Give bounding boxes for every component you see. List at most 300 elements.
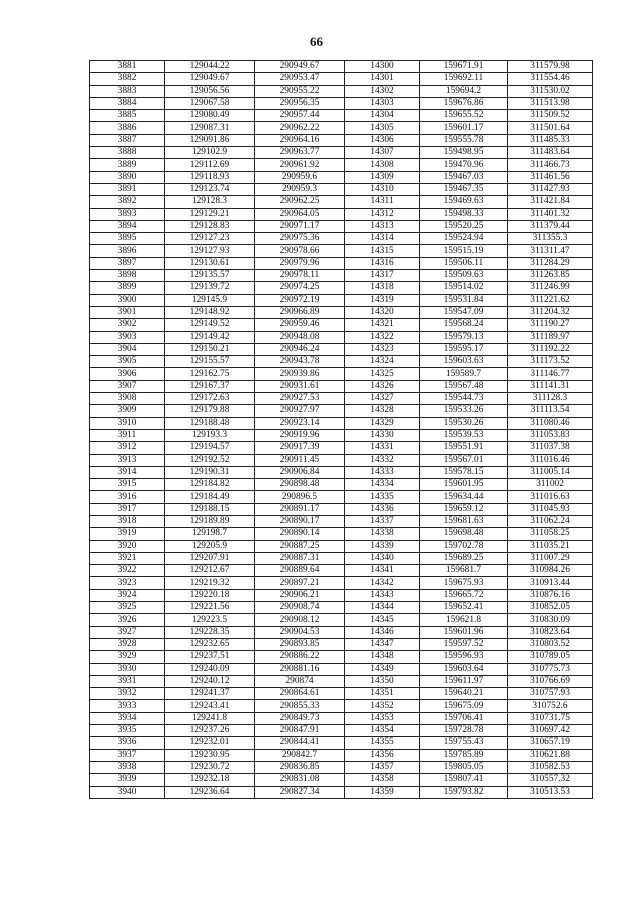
cell-x-coordinate-b: 159640.21 — [420, 688, 508, 700]
cell-y-coordinate-a: 290887.31 — [255, 552, 345, 564]
table-row — [90, 515, 593, 527]
cell-point-id-b: 14311 — [345, 196, 420, 208]
cell-x-coordinate-b: 159567.01 — [420, 454, 508, 466]
cell-point-id-a: 3938 — [90, 761, 165, 773]
cell-x-coordinate-b: 159469.63 — [420, 196, 508, 208]
cell-x-coordinate-a: 129230.95 — [165, 749, 255, 761]
cell-x-coordinate-b: 159544.73 — [420, 393, 508, 405]
cell-x-coordinate-a: 129127.93 — [165, 245, 255, 257]
cell-point-id-b: 14316 — [345, 257, 420, 269]
cell-point-id-b: 14344 — [345, 602, 420, 614]
cell-point-id-b: 14340 — [345, 552, 420, 564]
cell-y-coordinate-a: 290906.21 — [255, 589, 345, 601]
table-row — [90, 122, 593, 134]
cell-point-id-a: 3889 — [90, 159, 165, 171]
cell-y-coordinate-a: 290890.17 — [255, 515, 345, 527]
cell-point-id-a: 3918 — [90, 515, 165, 527]
cell-x-coordinate-a: 129167.37 — [165, 380, 255, 392]
cell-y-coordinate-a: 290836.85 — [255, 761, 345, 773]
cell-y-coordinate-b: 311263.85 — [508, 270, 593, 282]
table-row — [90, 356, 593, 368]
cell-y-coordinate-a: 290849.73 — [255, 712, 345, 724]
cell-x-coordinate-b: 159555.78 — [420, 134, 508, 146]
cell-point-id-b: 14333 — [345, 466, 420, 478]
cell-point-id-a: 3937 — [90, 749, 165, 761]
cell-y-coordinate-b: 311530.02 — [508, 85, 593, 97]
table-row — [90, 110, 593, 122]
cell-x-coordinate-a: 129190.31 — [165, 466, 255, 478]
cell-x-coordinate-b: 159603.64 — [420, 663, 508, 675]
cell-point-id-a: 3905 — [90, 356, 165, 368]
cell-point-id-b: 14302 — [345, 85, 420, 97]
cell-point-id-a: 3900 — [90, 294, 165, 306]
cell-y-coordinate-b: 311204.32 — [508, 306, 593, 318]
cell-point-id-b: 14342 — [345, 577, 420, 589]
cell-y-coordinate-a: 290948.08 — [255, 331, 345, 343]
cell-y-coordinate-b: 311002 — [508, 479, 593, 491]
table-row — [90, 257, 593, 269]
cell-point-id-b: 14338 — [345, 528, 420, 540]
cell-x-coordinate-a: 129184.82 — [165, 479, 255, 491]
cell-point-id-b: 14337 — [345, 515, 420, 527]
cell-point-id-a: 3904 — [90, 343, 165, 355]
cell-y-coordinate-a: 290946.24 — [255, 343, 345, 355]
cell-x-coordinate-a: 129232.01 — [165, 737, 255, 749]
cell-y-coordinate-a: 290963.77 — [255, 147, 345, 159]
cell-y-coordinate-a: 290955.22 — [255, 85, 345, 97]
cell-point-id-a: 3923 — [90, 577, 165, 589]
cell-y-coordinate-a: 290844.41 — [255, 737, 345, 749]
table-row — [90, 749, 593, 761]
cell-point-id-a: 3910 — [90, 417, 165, 429]
cell-y-coordinate-a: 290842.7 — [255, 749, 345, 761]
cell-y-coordinate-b: 310657.19 — [508, 737, 593, 749]
cell-point-id-a: 3919 — [90, 528, 165, 540]
table-row — [90, 786, 593, 798]
cell-x-coordinate-b: 159698.48 — [420, 528, 508, 540]
cell-x-coordinate-b: 159498.95 — [420, 147, 508, 159]
cell-point-id-a: 3881 — [90, 61, 165, 73]
cell-x-coordinate-b: 159567.48 — [420, 380, 508, 392]
cell-y-coordinate-b: 310823.64 — [508, 626, 593, 638]
cell-x-coordinate-b: 159603.63 — [420, 356, 508, 368]
table-row — [90, 688, 593, 700]
cell-point-id-a: 3897 — [90, 257, 165, 269]
cell-point-id-b: 14304 — [345, 110, 420, 122]
cell-y-coordinate-b: 311016.63 — [508, 491, 593, 503]
cell-x-coordinate-b: 159596.93 — [420, 651, 508, 663]
cell-point-id-a: 3916 — [90, 491, 165, 503]
cell-x-coordinate-b: 159665.72 — [420, 589, 508, 601]
cell-x-coordinate-b: 159470.96 — [420, 159, 508, 171]
cell-x-coordinate-a: 129155.57 — [165, 356, 255, 368]
table-row — [90, 774, 593, 786]
cell-y-coordinate-a: 290908.12 — [255, 614, 345, 626]
cell-point-id-a: 3920 — [90, 540, 165, 552]
cell-point-id-b: 14300 — [345, 61, 420, 73]
table-row — [90, 134, 593, 146]
cell-y-coordinate-b: 310757.93 — [508, 688, 593, 700]
cell-y-coordinate-b: 311501.64 — [508, 122, 593, 134]
cell-point-id-a: 3888 — [90, 147, 165, 159]
cell-point-id-a: 3898 — [90, 270, 165, 282]
cell-y-coordinate-a: 290897.21 — [255, 577, 345, 589]
cell-x-coordinate-a: 129189.89 — [165, 515, 255, 527]
table-row — [90, 737, 593, 749]
cell-x-coordinate-b: 159755.43 — [420, 737, 508, 749]
cell-y-coordinate-b: 311554.46 — [508, 73, 593, 85]
cell-point-id-b: 14329 — [345, 417, 420, 429]
table-row — [90, 343, 593, 355]
cell-point-id-a: 3917 — [90, 503, 165, 515]
cell-y-coordinate-a: 290961.92 — [255, 159, 345, 171]
cell-point-id-a: 3885 — [90, 110, 165, 122]
cell-point-id-b: 14339 — [345, 540, 420, 552]
cell-y-coordinate-b: 310775.73 — [508, 663, 593, 675]
table-row — [90, 171, 593, 183]
cell-x-coordinate-a: 129223.5 — [165, 614, 255, 626]
cell-y-coordinate-a: 290893.85 — [255, 638, 345, 650]
cell-x-coordinate-b: 159692.11 — [420, 73, 508, 85]
cell-point-id-b: 14318 — [345, 282, 420, 294]
cell-x-coordinate-b: 159728.78 — [420, 725, 508, 737]
cell-x-coordinate-a: 129236.64 — [165, 786, 255, 798]
table-row — [90, 294, 593, 306]
table-row — [90, 626, 593, 638]
cell-point-id-a: 3907 — [90, 380, 165, 392]
cell-y-coordinate-a: 290962.25 — [255, 196, 345, 208]
cell-y-coordinate-a: 290827.34 — [255, 786, 345, 798]
cell-point-id-b: 14346 — [345, 626, 420, 638]
cell-point-id-a: 3903 — [90, 331, 165, 343]
cell-y-coordinate-b: 311466.73 — [508, 159, 593, 171]
cell-x-coordinate-b: 159611.97 — [420, 675, 508, 687]
cell-y-coordinate-a: 290847.91 — [255, 725, 345, 737]
cell-point-id-a: 3924 — [90, 589, 165, 601]
table-row — [90, 270, 593, 282]
cell-x-coordinate-a: 129172.63 — [165, 393, 255, 405]
cell-point-id-b: 14325 — [345, 368, 420, 380]
cell-point-id-b: 14354 — [345, 725, 420, 737]
cell-point-id-b: 14358 — [345, 774, 420, 786]
table-row — [90, 552, 593, 564]
cell-y-coordinate-b: 310913.44 — [508, 577, 593, 589]
cell-y-coordinate-b: 311062.24 — [508, 515, 593, 527]
cell-x-coordinate-a: 129207.91 — [165, 552, 255, 564]
table-row — [90, 85, 593, 97]
cell-x-coordinate-a: 129139.72 — [165, 282, 255, 294]
cell-x-coordinate-b: 159676.86 — [420, 97, 508, 109]
cell-x-coordinate-a: 129149.42 — [165, 331, 255, 343]
cell-point-id-a: 3913 — [90, 454, 165, 466]
cell-y-coordinate-a: 290957.44 — [255, 110, 345, 122]
cell-y-coordinate-a: 290939.86 — [255, 368, 345, 380]
cell-y-coordinate-b: 311113.54 — [508, 405, 593, 417]
cell-point-id-a: 3933 — [90, 700, 165, 712]
table-row — [90, 700, 593, 712]
cell-point-id-a: 3887 — [90, 134, 165, 146]
table-row — [90, 614, 593, 626]
cell-x-coordinate-a: 129150.21 — [165, 343, 255, 355]
cell-y-coordinate-b: 311379.44 — [508, 220, 593, 232]
cell-point-id-b: 14350 — [345, 675, 420, 687]
cell-x-coordinate-a: 129049.67 — [165, 73, 255, 85]
cell-x-coordinate-b: 159530.26 — [420, 417, 508, 429]
cell-point-id-b: 14352 — [345, 700, 420, 712]
cell-y-coordinate-b: 311189.97 — [508, 331, 593, 343]
table-row — [90, 393, 593, 405]
cell-x-coordinate-b: 159694.2 — [420, 85, 508, 97]
cell-x-coordinate-a: 129237.51 — [165, 651, 255, 663]
cell-point-id-b: 14355 — [345, 737, 420, 749]
cell-x-coordinate-b: 159805.05 — [420, 761, 508, 773]
cell-y-coordinate-b: 311483.64 — [508, 147, 593, 159]
cell-x-coordinate-a: 129184.49 — [165, 491, 255, 503]
cell-point-id-b: 14343 — [345, 589, 420, 601]
cell-y-coordinate-b: 311421.84 — [508, 196, 593, 208]
cell-x-coordinate-b: 159589.7 — [420, 368, 508, 380]
cell-point-id-a: 3882 — [90, 73, 165, 85]
cell-x-coordinate-b: 159671.91 — [420, 61, 508, 73]
cell-x-coordinate-b: 159601.17 — [420, 122, 508, 134]
cell-x-coordinate-b: 159578.15 — [420, 466, 508, 478]
cell-y-coordinate-b: 311427.93 — [508, 183, 593, 195]
cell-x-coordinate-b: 159807.41 — [420, 774, 508, 786]
table-row — [90, 405, 593, 417]
cell-y-coordinate-a: 290831.08 — [255, 774, 345, 786]
cell-point-id-a: 3928 — [90, 638, 165, 650]
cell-y-coordinate-b: 311579.98 — [508, 61, 593, 73]
cell-x-coordinate-b: 159551.91 — [420, 442, 508, 454]
cell-y-coordinate-b: 310731.75 — [508, 712, 593, 724]
cell-x-coordinate-a: 129230.72 — [165, 761, 255, 773]
table-row — [90, 73, 593, 85]
cell-y-coordinate-a: 290864.61 — [255, 688, 345, 700]
cell-x-coordinate-a: 129188.15 — [165, 503, 255, 515]
cell-x-coordinate-b: 159509.63 — [420, 270, 508, 282]
cell-point-id-b: 14323 — [345, 343, 420, 355]
table-row — [90, 442, 593, 454]
cell-point-id-a: 3935 — [90, 725, 165, 737]
cell-y-coordinate-a: 290917.39 — [255, 442, 345, 454]
cell-point-id-b: 14301 — [345, 73, 420, 85]
cell-y-coordinate-b: 310697.42 — [508, 725, 593, 737]
table-row — [90, 61, 593, 73]
cell-y-coordinate-a: 290962.22 — [255, 122, 345, 134]
cell-x-coordinate-a: 129241.8 — [165, 712, 255, 724]
cell-point-id-a: 3926 — [90, 614, 165, 626]
cell-x-coordinate-b: 159498.33 — [420, 208, 508, 220]
cell-x-coordinate-b: 159601.96 — [420, 626, 508, 638]
table-row — [90, 183, 593, 195]
cell-point-id-a: 3892 — [90, 196, 165, 208]
cell-y-coordinate-b: 310513.53 — [508, 786, 593, 798]
table-row — [90, 380, 593, 392]
cell-x-coordinate-a: 129192.52 — [165, 454, 255, 466]
cell-y-coordinate-b: 311128.3 — [508, 393, 593, 405]
cell-x-coordinate-b: 159520.25 — [420, 220, 508, 232]
cell-y-coordinate-b: 310789.05 — [508, 651, 593, 663]
cell-y-coordinate-a: 290919.96 — [255, 429, 345, 441]
cell-y-coordinate-b: 310582.53 — [508, 761, 593, 773]
cell-x-coordinate-a: 129232.65 — [165, 638, 255, 650]
coordinates-table — [89, 60, 593, 799]
cell-x-coordinate-b: 159681.7 — [420, 565, 508, 577]
table-row — [90, 417, 593, 429]
cell-y-coordinate-a: 290896.5 — [255, 491, 345, 503]
cell-y-coordinate-a: 290953.47 — [255, 73, 345, 85]
cell-x-coordinate-a: 129118.93 — [165, 171, 255, 183]
table-row — [90, 319, 593, 331]
cell-x-coordinate-b: 159652.41 — [420, 602, 508, 614]
cell-x-coordinate-a: 129220.18 — [165, 589, 255, 601]
cell-x-coordinate-b: 159689.25 — [420, 552, 508, 564]
cell-point-id-a: 3934 — [90, 712, 165, 724]
cell-x-coordinate-a: 129243.41 — [165, 700, 255, 712]
cell-x-coordinate-a: 129128.3 — [165, 196, 255, 208]
cell-point-id-a: 3939 — [90, 774, 165, 786]
cell-x-coordinate-a: 129162.75 — [165, 368, 255, 380]
table-row — [90, 540, 593, 552]
cell-point-id-a: 3901 — [90, 306, 165, 318]
table-row — [90, 368, 593, 380]
cell-y-coordinate-a: 290975.36 — [255, 233, 345, 245]
cell-x-coordinate-a: 129193.3 — [165, 429, 255, 441]
cell-point-id-a: 3902 — [90, 319, 165, 331]
cell-point-id-b: 14341 — [345, 565, 420, 577]
cell-y-coordinate-a: 290874 — [255, 675, 345, 687]
cell-point-id-b: 14328 — [345, 405, 420, 417]
cell-y-coordinate-b: 310621.88 — [508, 749, 593, 761]
cell-point-id-a: 3932 — [90, 688, 165, 700]
cell-point-id-a: 3927 — [90, 626, 165, 638]
cell-point-id-b: 14320 — [345, 306, 420, 318]
table-row — [90, 220, 593, 232]
cell-point-id-a: 3909 — [90, 405, 165, 417]
cell-point-id-a: 3911 — [90, 429, 165, 441]
table-row — [90, 306, 593, 318]
cell-x-coordinate-a: 129067.58 — [165, 97, 255, 109]
cell-x-coordinate-b: 159597.52 — [420, 638, 508, 650]
table-row — [90, 638, 593, 650]
table-row — [90, 429, 593, 441]
cell-y-coordinate-b: 310830.09 — [508, 614, 593, 626]
cell-x-coordinate-a: 129240.12 — [165, 675, 255, 687]
cell-y-coordinate-b: 311035.21 — [508, 540, 593, 552]
table-row — [90, 503, 593, 515]
cell-point-id-b: 14307 — [345, 147, 420, 159]
cell-x-coordinate-a: 129188.48 — [165, 417, 255, 429]
cell-x-coordinate-a: 129148.92 — [165, 306, 255, 318]
cell-x-coordinate-b: 159601.95 — [420, 479, 508, 491]
cell-x-coordinate-b: 159675.93 — [420, 577, 508, 589]
cell-y-coordinate-b: 311080.46 — [508, 417, 593, 429]
cell-point-id-a: 3883 — [90, 85, 165, 97]
cell-x-coordinate-a: 129128.83 — [165, 220, 255, 232]
cell-x-coordinate-a: 129228.35 — [165, 626, 255, 638]
cell-point-id-b: 14356 — [345, 749, 420, 761]
cell-x-coordinate-a: 129130.61 — [165, 257, 255, 269]
cell-point-id-a: 3936 — [90, 737, 165, 749]
cell-y-coordinate-a: 290959.6 — [255, 171, 345, 183]
cell-x-coordinate-a: 129127.23 — [165, 233, 255, 245]
cell-point-id-b: 14336 — [345, 503, 420, 515]
table-row — [90, 196, 593, 208]
cell-y-coordinate-a: 290927.53 — [255, 393, 345, 405]
cell-y-coordinate-a: 290966.89 — [255, 306, 345, 318]
cell-x-coordinate-b: 159595.17 — [420, 343, 508, 355]
cell-x-coordinate-a: 129056.56 — [165, 85, 255, 97]
cell-y-coordinate-a: 290974.25 — [255, 282, 345, 294]
cell-y-coordinate-a: 290890.14 — [255, 528, 345, 540]
cell-x-coordinate-b: 159533.26 — [420, 405, 508, 417]
cell-point-id-b: 14319 — [345, 294, 420, 306]
cell-y-coordinate-a: 290971.17 — [255, 220, 345, 232]
cell-point-id-a: 3896 — [90, 245, 165, 257]
cell-point-id-a: 3921 — [90, 552, 165, 564]
cell-point-id-b: 14353 — [345, 712, 420, 724]
cell-y-coordinate-b: 310876.16 — [508, 589, 593, 601]
cell-x-coordinate-b: 159681.63 — [420, 515, 508, 527]
cell-y-coordinate-a: 290889.64 — [255, 565, 345, 577]
cell-x-coordinate-a: 129237.26 — [165, 725, 255, 737]
cell-x-coordinate-a: 129044.22 — [165, 61, 255, 73]
cell-y-coordinate-a: 290978.11 — [255, 270, 345, 282]
cell-x-coordinate-a: 129087.31 — [165, 122, 255, 134]
table-row — [90, 577, 593, 589]
cell-y-coordinate-b: 311355.3 — [508, 233, 593, 245]
cell-x-coordinate-a: 129205.9 — [165, 540, 255, 552]
cell-y-coordinate-b: 311173.52 — [508, 356, 593, 368]
cell-y-coordinate-b: 310557.32 — [508, 774, 593, 786]
cell-point-id-b: 14327 — [345, 393, 420, 405]
table-row — [90, 651, 593, 663]
table-row — [90, 491, 593, 503]
cell-x-coordinate-a: 129219.32 — [165, 577, 255, 589]
cell-y-coordinate-b: 311005.14 — [508, 466, 593, 478]
cell-point-id-a: 3940 — [90, 786, 165, 798]
table-row — [90, 466, 593, 478]
cell-y-coordinate-a: 290923.14 — [255, 417, 345, 429]
cell-y-coordinate-a: 290959.46 — [255, 319, 345, 331]
cell-y-coordinate-b: 311485.33 — [508, 134, 593, 146]
cell-point-id-a: 3886 — [90, 122, 165, 134]
cell-point-id-b: 14314 — [345, 233, 420, 245]
table-row — [90, 97, 593, 109]
cell-point-id-b: 14305 — [345, 122, 420, 134]
cell-x-coordinate-a: 129123.74 — [165, 183, 255, 195]
table-row — [90, 147, 593, 159]
cell-x-coordinate-a: 129149.52 — [165, 319, 255, 331]
cell-x-coordinate-a: 129080.49 — [165, 110, 255, 122]
table-row — [90, 528, 593, 540]
cell-y-coordinate-a: 290891.17 — [255, 503, 345, 515]
cell-y-coordinate-a: 290855.33 — [255, 700, 345, 712]
cell-y-coordinate-a: 290927.97 — [255, 405, 345, 417]
cell-point-id-b: 14330 — [345, 429, 420, 441]
cell-y-coordinate-b: 310766.69 — [508, 675, 593, 687]
cell-y-coordinate-b: 311246.99 — [508, 282, 593, 294]
cell-y-coordinate-a: 290972.19 — [255, 294, 345, 306]
cell-x-coordinate-a: 129232.18 — [165, 774, 255, 786]
cell-y-coordinate-a: 290956.35 — [255, 97, 345, 109]
cell-point-id-a: 3925 — [90, 602, 165, 614]
cell-x-coordinate-a: 129102.9 — [165, 147, 255, 159]
cell-y-coordinate-a: 290911.45 — [255, 454, 345, 466]
cell-y-coordinate-a: 290943.78 — [255, 356, 345, 368]
cell-point-id-b: 14331 — [345, 442, 420, 454]
cell-point-id-a: 3895 — [90, 233, 165, 245]
